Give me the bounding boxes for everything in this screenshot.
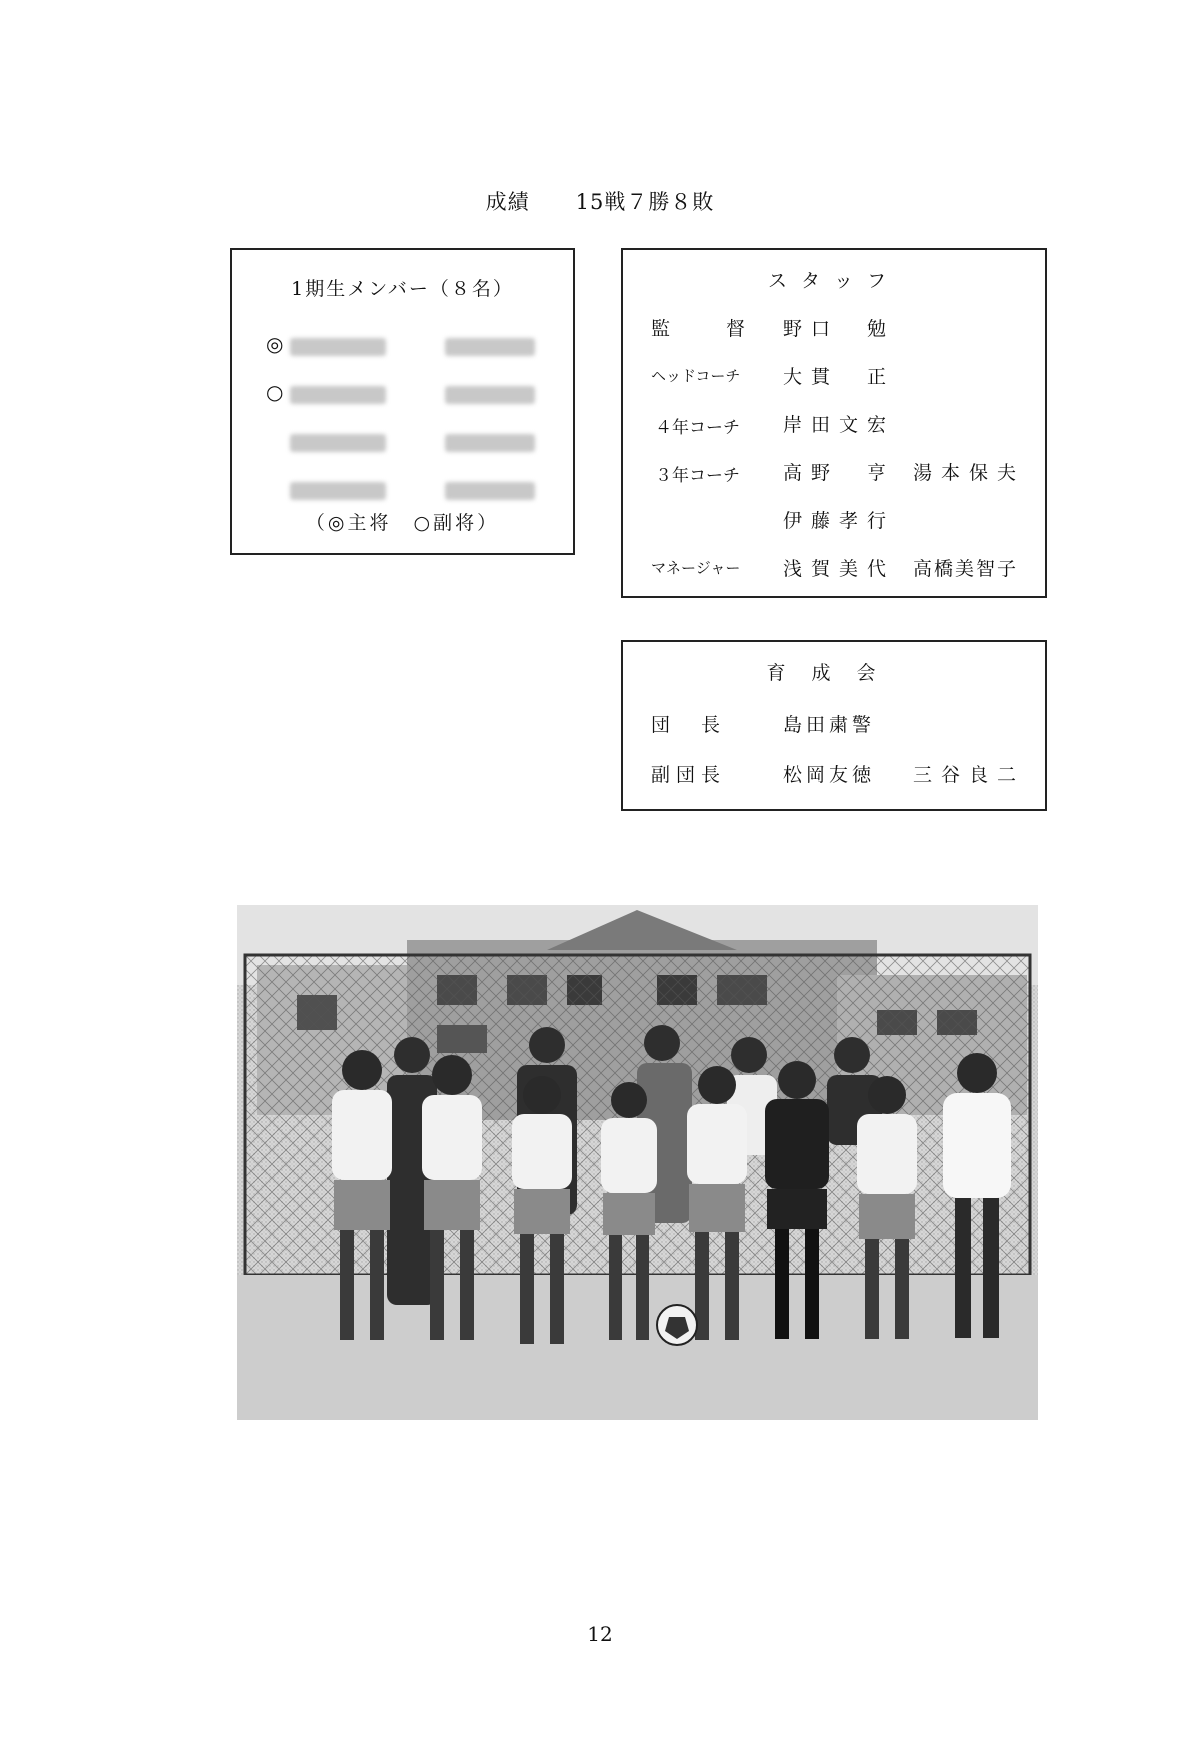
page-number: 12 — [587, 1622, 613, 1646]
staff-row — [623, 314, 1045, 344]
staff-box — [621, 248, 1047, 598]
support-row — [623, 710, 1045, 740]
staff-role: ヘッドコーチ — [651, 367, 741, 385]
staff-name: 岸田文宏 — [783, 414, 896, 436]
staff-row — [623, 458, 1045, 488]
redacted-name — [445, 338, 535, 356]
staff-role: ４年コーチ — [655, 418, 740, 438]
support-title: 育成会 — [766, 662, 902, 684]
support-role: 副団長 — [651, 764, 727, 786]
staff-row — [623, 362, 1045, 392]
staff-name: 野口 勉 — [783, 318, 896, 340]
record-label: 成績 — [485, 190, 530, 214]
staff-row — [623, 410, 1045, 440]
staff-role: マネージャー — [651, 559, 741, 577]
staff-name-2: 湯本保夫 — [913, 462, 1026, 484]
season-record — [0, 186, 1200, 216]
staff-row — [623, 554, 1045, 584]
members-title: 1期生メンバー（８名） — [291, 278, 514, 300]
support-role: 団 長 — [651, 714, 727, 736]
member-row — [232, 428, 573, 458]
redacted-name — [290, 338, 386, 356]
staff-name: 高野 亨 — [783, 462, 896, 484]
redacted-name — [445, 482, 535, 500]
staff-role: ３年コーチ — [655, 466, 740, 486]
redacted-name — [445, 386, 535, 404]
staff-name: 大貫 正 — [783, 366, 896, 388]
support-box — [621, 640, 1047, 811]
redacted-name — [445, 434, 535, 452]
member-row — [232, 476, 573, 506]
support-name-2: 三谷良二 — [913, 764, 1026, 786]
support-name: 島田粛警 — [783, 714, 876, 736]
captain-mark: ◎ — [266, 332, 284, 356]
support-row — [623, 760, 1045, 790]
redacted-name — [290, 482, 386, 500]
staff-row — [623, 506, 1045, 536]
support-name: 松岡友徳 — [783, 764, 876, 786]
staff-name: 伊藤孝行 — [783, 510, 896, 532]
members-box — [230, 248, 575, 555]
member-row — [232, 332, 573, 362]
team-photo — [237, 905, 1038, 1420]
member-row — [232, 380, 573, 410]
staff-role: 監 督 — [651, 318, 752, 340]
record-value: 15戦７勝８敗 — [575, 190, 715, 214]
staff-name-2: 高橋美智子 — [913, 558, 1019, 580]
redacted-name — [290, 386, 386, 404]
vice-captain-mark: ○ — [266, 380, 284, 404]
staff-title: スタッフ — [767, 270, 900, 292]
members-legend: （◎主将 ○副将） — [305, 512, 500, 534]
staff-name: 浅賀美代 — [783, 558, 896, 580]
redacted-name — [290, 434, 386, 452]
